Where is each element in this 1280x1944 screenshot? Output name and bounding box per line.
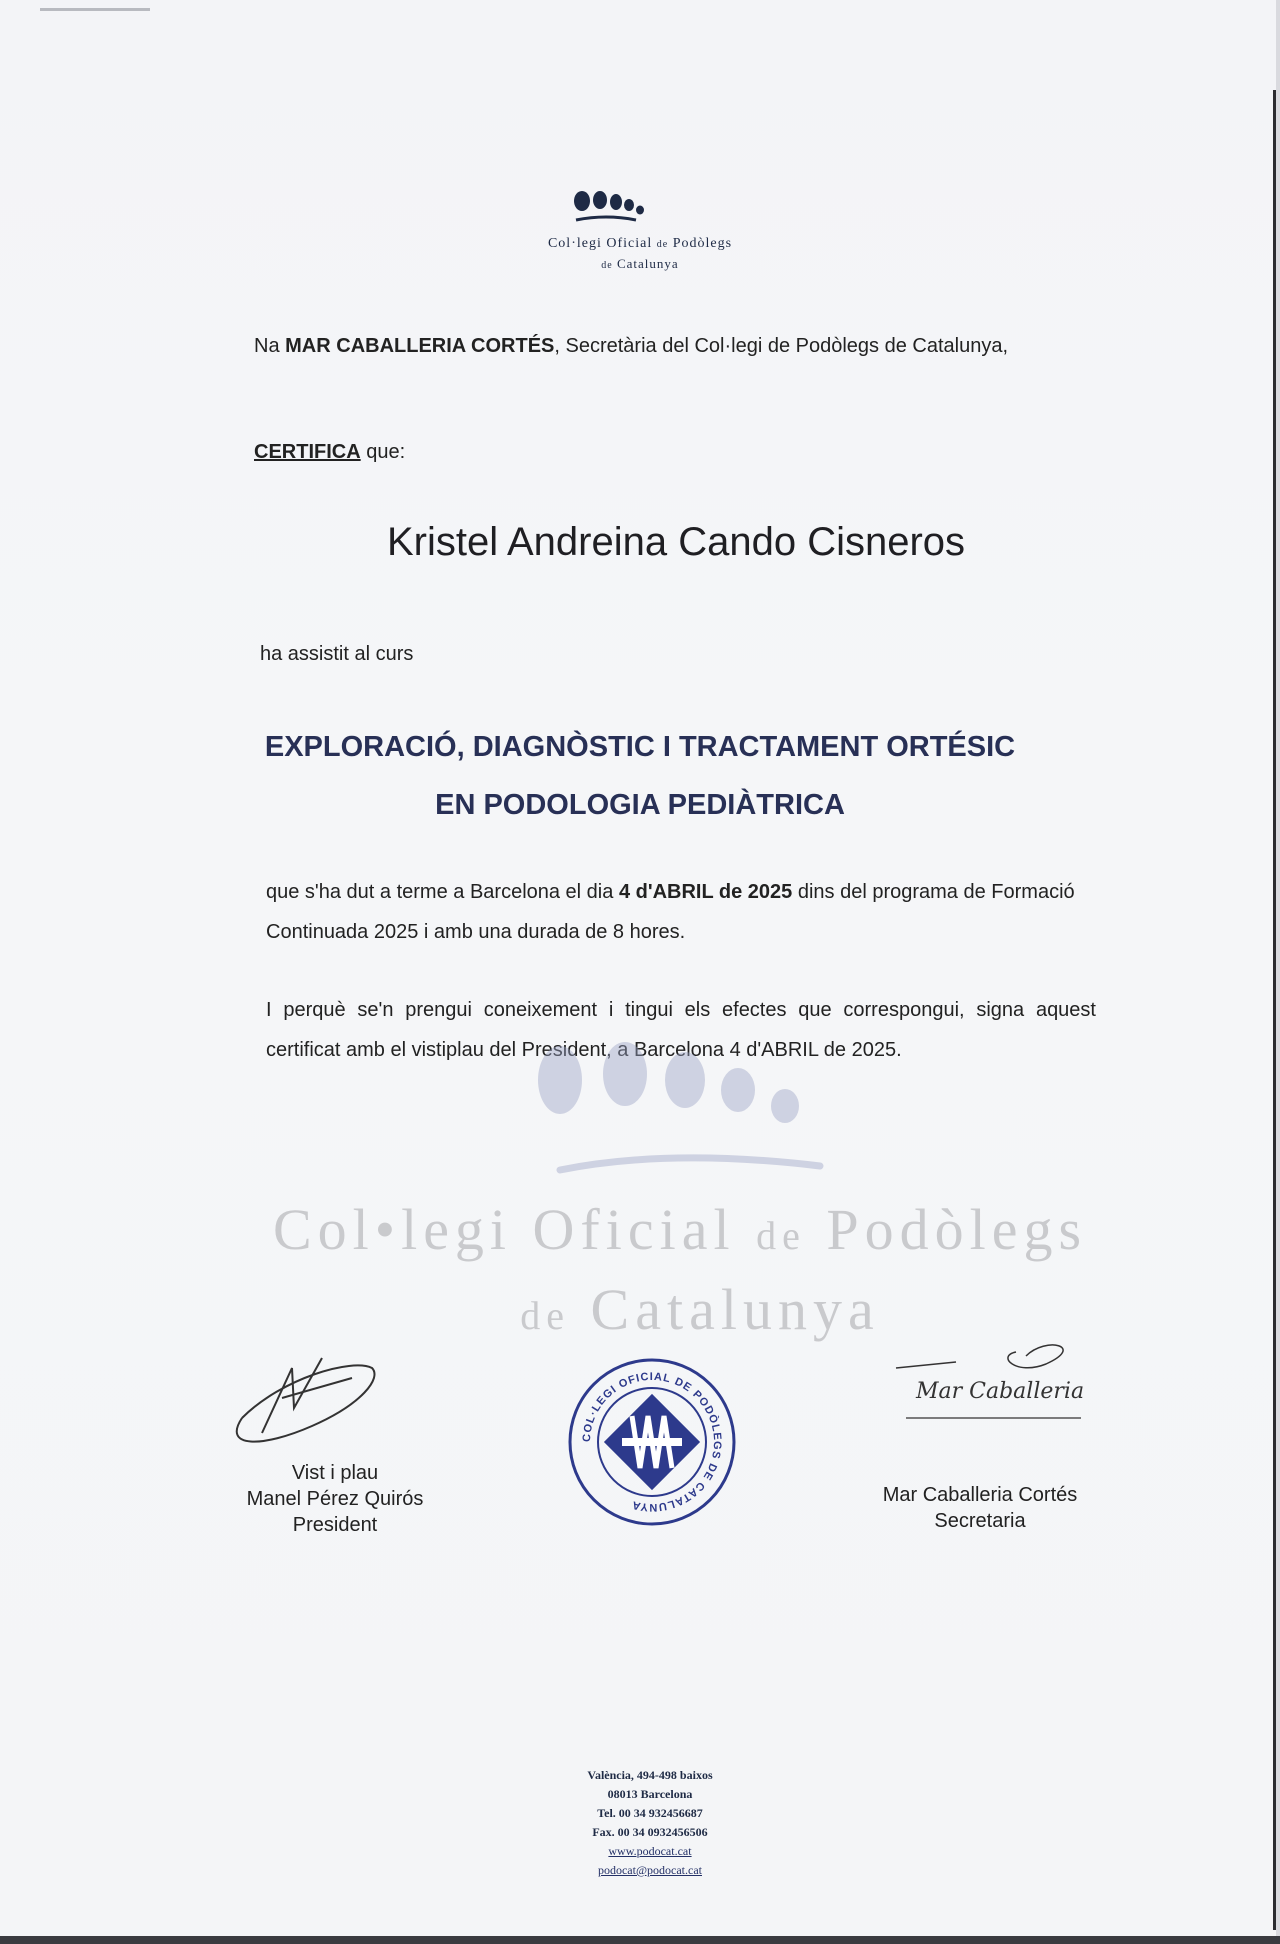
course-date: 4 d'ABRIL de 2025 (618, 881, 793, 903)
watermark-line2b: Catalunya (590, 1277, 880, 1342)
footer-contact (540, 1766, 760, 1880)
secretary-signature-block (860, 1482, 1100, 1534)
scan-bottom-edge (0, 1936, 1280, 1944)
president-signature (222, 1338, 382, 1448)
course-title (180, 718, 1100, 834)
watermark-line1-de: de (756, 1213, 806, 1258)
para1-after: dins del programa de Formació Continuada 2025 i amb una durada de 8 hores. (266, 881, 1075, 943)
secretary-title: Secretaria (934, 1510, 1026, 1532)
watermark-line2 (220, 1276, 1180, 1343)
course-details-paragraph (266, 872, 1096, 952)
header-org-line2b: Catalunya (616, 256, 679, 271)
secretary-name: Mar Caballeria Cortés (882, 1484, 1078, 1506)
footer-address: València, 494-498 baixos (587, 1768, 713, 1782)
president-title: President (292, 1514, 378, 1536)
header-org-line1a: Col·legi Oficial (547, 236, 653, 251)
header-org-line2-de: de (601, 260, 613, 271)
watermark-line1 (220, 1196, 1140, 1263)
secretary-handwritten-signature: Mar Caballeria (916, 1379, 1085, 1404)
college-seal-icon (566, 1356, 738, 1528)
president-signature-block (220, 1460, 450, 1538)
header-org-line1b: Podòlegs (672, 236, 733, 251)
certifica-line (254, 434, 405, 470)
closing-paragraph: I perquè se'n prengui coneixement i tingui els efectes que correspongui, signa aquest certificat amb el vistiplau del President, a Barcelona 4 d'ABRIL de 2025. (266, 999, 1096, 1061)
para1-before: que s'ha dut a terme a Barcelona el dia (266, 881, 619, 903)
certifica-rest: que: (360, 441, 406, 463)
course-title-line1: EXPLORACIÓ, DIAGNÒSTIC I TRACTAMENT ORTÉSIC (264, 731, 1016, 763)
president-name: Manel Pérez Quirós (246, 1488, 424, 1510)
intro-signatory-name: MAR CABALLERIA CORTÉS (285, 335, 555, 357)
footer-fax: Fax. 00 34 0932456506 (592, 1825, 708, 1839)
footprint-logo-icon (570, 186, 662, 226)
course-title-line2: EN PODOLOGIA PEDIÀTRICA (435, 789, 845, 821)
watermark-line1b: Podòlegs (826, 1197, 1088, 1262)
scan-right-edge (1273, 90, 1276, 1930)
intro-paragraph (254, 328, 1096, 364)
seal-arc-text: COL·LEGI OFICIAL DE PODÒLEGS DE CATALUNYA (580, 1370, 724, 1514)
header-org-line1-de: de (656, 239, 669, 250)
footer-tel: Tel. 00 34 932456687 (597, 1806, 703, 1820)
header-org-name (440, 234, 840, 275)
certifica-word: CERTIFICA (254, 441, 361, 463)
intro-rest: , Secretària del Col·legi de Podòlegs de Catalunya, (554, 335, 1008, 357)
intro-prefix: Na (254, 335, 280, 357)
recipient-name: Kristel Andreina Cando Cisneros (386, 520, 966, 564)
vist-i-plau: Vist i plau (291, 1462, 379, 1484)
assistit-line: ha assistit al curs (260, 643, 414, 665)
footer-web-link[interactable]: www.podocat.cat (608, 1844, 692, 1858)
watermark-footprint-icon (520, 1040, 850, 1180)
watermark-line1a: Col•legi Oficial (272, 1197, 736, 1262)
watermark-line2-de: de (520, 1293, 571, 1338)
footer-email-link[interactable]: podocat@podocat.cat (597, 1863, 702, 1877)
scan-top-strip (40, 8, 150, 11)
secretary-signature (886, 1336, 1086, 1426)
footer-city: 08013 Barcelona (607, 1787, 693, 1801)
